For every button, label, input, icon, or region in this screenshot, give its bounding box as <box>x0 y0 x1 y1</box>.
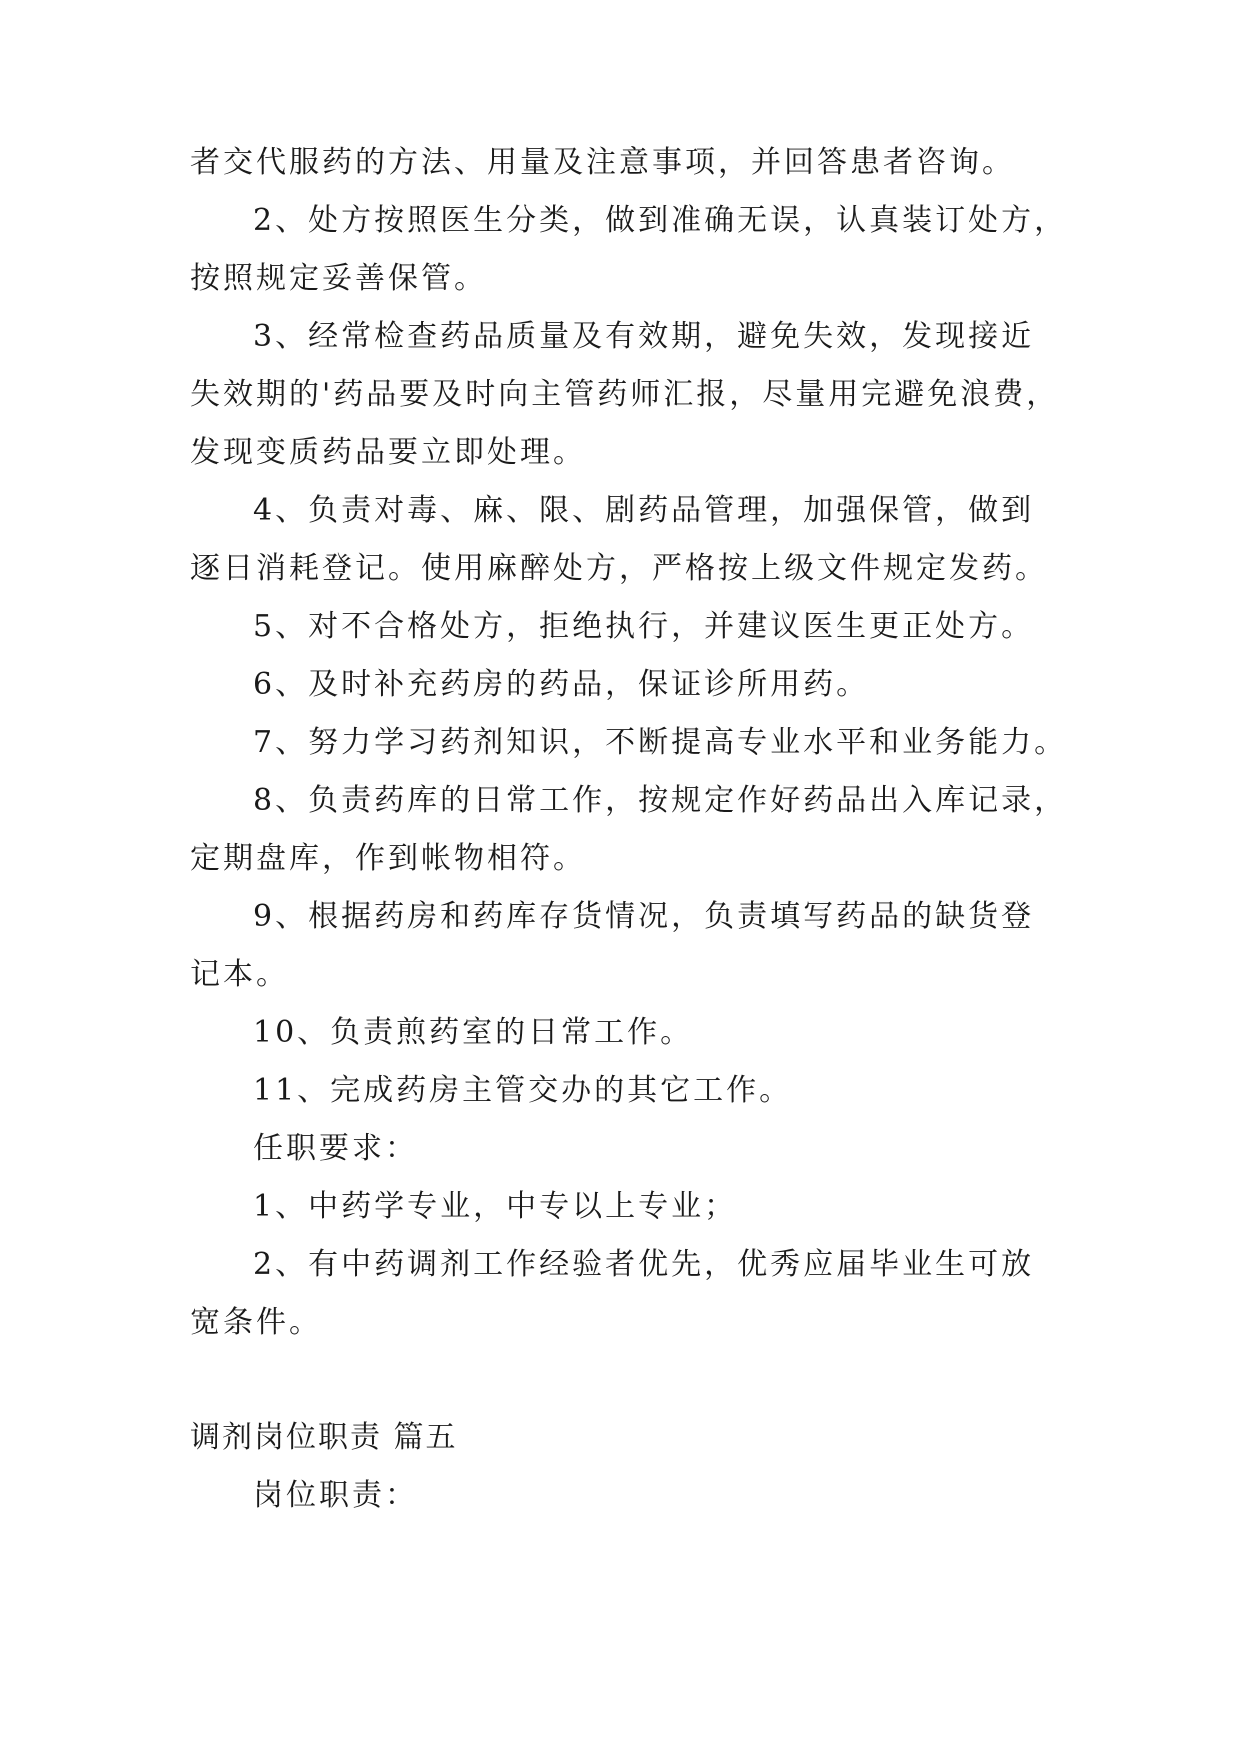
duty-item-4: 4、负责对毒、麻、限、剧药品管理，加强保管，做到 <box>253 493 1035 528</box>
duty-item-3: 3、经常检查药品质量及有效期，避免失效，发现接近 <box>253 319 1035 354</box>
paragraph-line: 失效期的'药品要及时向主管药师汇报，尽量用完避免浪费， <box>190 377 1060 412</box>
paragraph-line: 宽条件。 <box>190 1305 322 1340</box>
duty-item-10: 10、负责煎药室的日常工作。 <box>253 1015 694 1050</box>
paragraph-line: 逐日消耗登记。使用麻醉处方，严格按上级文件规定发药。 <box>190 551 1048 586</box>
requirement-item-1: 1、中药学专业，中专以上专业； <box>253 1189 738 1224</box>
duty-item-6: 6、及时补充药房的药品，保证诊所用药。 <box>253 667 870 702</box>
paragraph-line: 记本。 <box>190 957 289 992</box>
duty-item-9: 9、根据药房和药库存货情况，负责填写药品的缺货登 <box>253 899 1035 934</box>
section-title: 调剂岗位职责 篇五 <box>190 1420 458 1455</box>
duty-item-7: 7、努力学习药剂知识，不断提高专业水平和业务能力。 <box>253 725 1068 760</box>
paragraph-line: 定期盘库，作到帐物相符。 <box>190 841 586 876</box>
requirement-item-2: 2、有中药调剂工作经验者优先，优秀应届毕业生可放 <box>253 1247 1035 1282</box>
paragraph-line: 者交代服药的方法、用量及注意事项，并回答患者咨询。 <box>190 145 1015 180</box>
duty-item-8: 8、负责药库的日常工作，按规定作好药品出入库记录， <box>253 783 1068 818</box>
duty-item-11: 11、完成药房主管交办的其它工作。 <box>253 1073 793 1108</box>
paragraph-line: 发现变质药品要立即处理。 <box>190 435 586 470</box>
duty-item-5: 5、对不合格处方，拒绝执行，并建议医生更正处方。 <box>253 609 1035 644</box>
section-subheading: 岗位职责： <box>253 1478 418 1513</box>
duty-item-2: 2、处方按照医生分类，做到准确无误，认真装订处方， <box>253 203 1068 238</box>
requirements-heading: 任职要求： <box>253 1131 418 1166</box>
paragraph-line: 按照规定妥善保管。 <box>190 261 487 296</box>
